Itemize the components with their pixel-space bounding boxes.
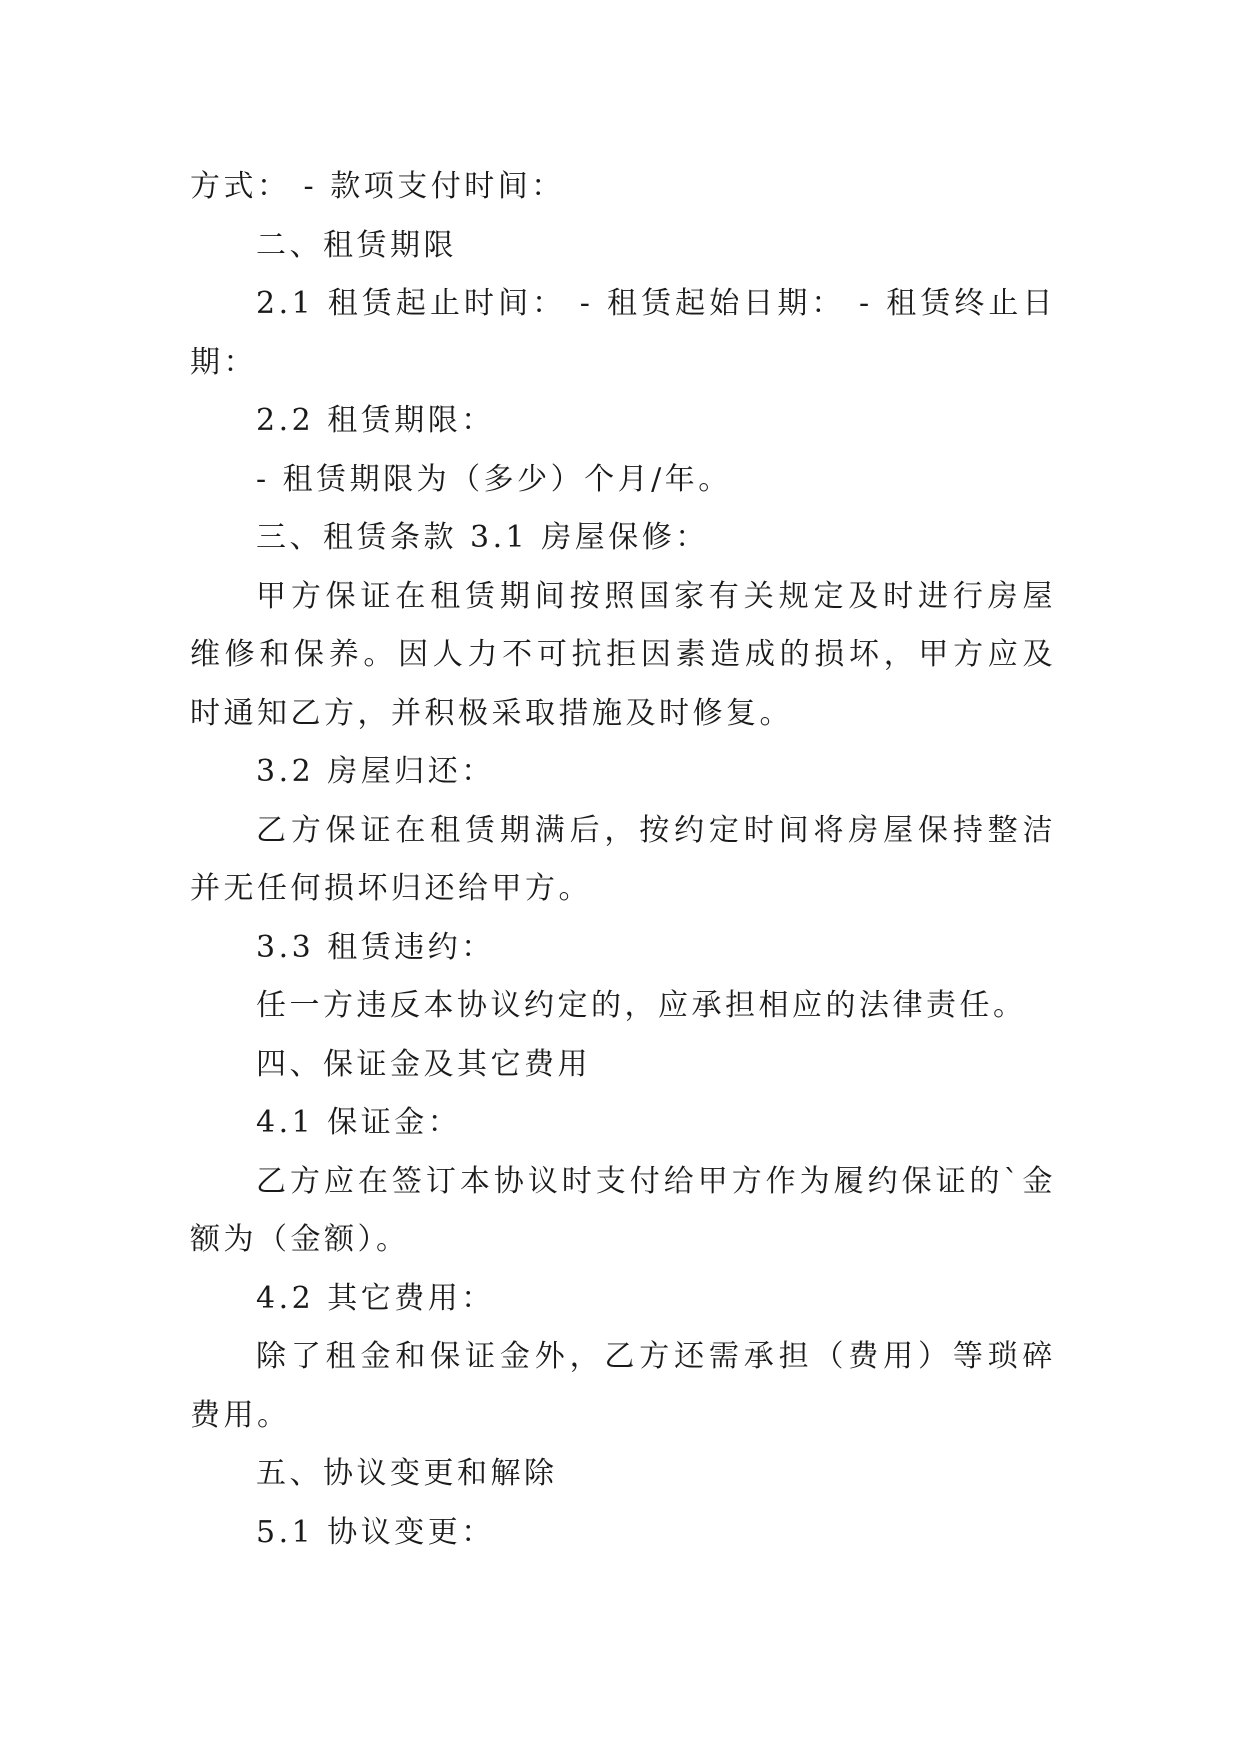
clause-4-1: 4.1 保证金： xyxy=(256,1105,462,1140)
clause-3-2-detail: 乙方保证在租赁期满后，按约定时间将房屋保持整洁并无任何损坏归还给甲方。 xyxy=(190,812,1056,906)
clause-4-2: 4.2 其它费用： xyxy=(256,1280,495,1316)
clause-4-2-detail: 除了租金和保证金外，乙方还需承担（费用）等琐碎费用。 xyxy=(190,1339,1056,1433)
heading-lease-terms-3-1: 三、租赁条款 3.1 房屋保修： xyxy=(256,520,709,555)
heading-lease-term: 二、租赁期限 xyxy=(256,227,457,263)
clause-2-1: 2.1 租赁起止时间： - 租赁起始日期： - 租赁终止日期： xyxy=(190,286,1056,380)
clause-2-2-detail: - 租赁期限为（多少）个月/年。 xyxy=(256,461,732,497)
clause-2-2: 2.2 租赁期限： xyxy=(256,403,495,438)
heading-change-termination: 五、协议变更和解除 xyxy=(256,1456,558,1491)
heading-deposit-fees: 四、保证金及其它费用 xyxy=(256,1046,591,1082)
clause-4-1-detail: 乙方应在签订本协议时支付给甲方作为履约保证的`金额为（金额）。 xyxy=(190,1163,1056,1257)
document-body xyxy=(190,158,1056,1562)
clause-3-3-detail: 任一方违反本协议约定的，应承担相应的法律责任。 xyxy=(256,988,1027,1023)
clause-3-3: 3.3 租赁违约： xyxy=(256,929,495,965)
clause-3-2: 3.2 房屋归还： xyxy=(256,754,495,789)
clause-5-1: 5.1 协议变更： xyxy=(256,1514,495,1550)
clause-3-1-detail: 甲方保证在租赁期间按照国家有关规定及时进行房屋维修和保养。因人力不可抗拒因素造成的损坏，甲方应及时通知乙方，并积极采取措施及时修复。 xyxy=(190,578,1056,731)
paragraph-payment-method: 方式： - 款项支付时间： xyxy=(190,169,565,204)
